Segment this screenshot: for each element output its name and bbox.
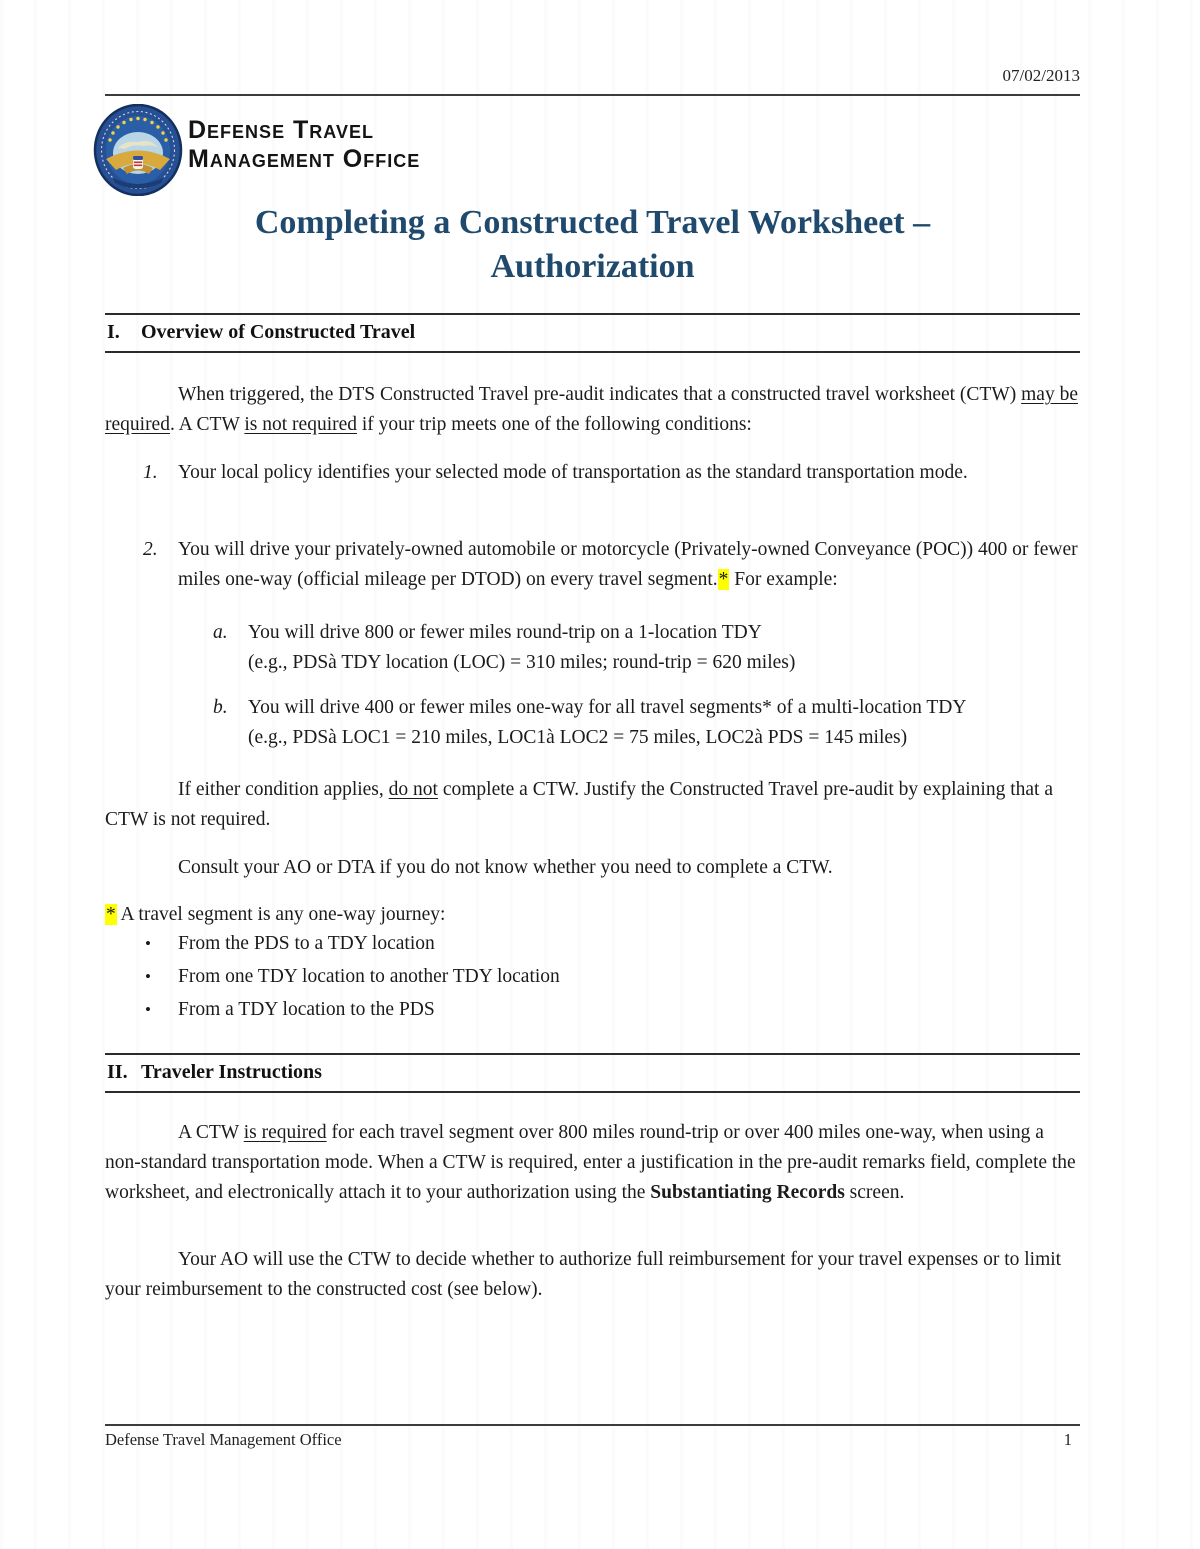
paragraph-segment-note [105, 900, 1080, 930]
paragraph-ctw-required [105, 1118, 1080, 1208]
paragraph-either-condition [105, 775, 1080, 835]
bullet-item [145, 963, 1080, 990]
paragraph-intro [105, 380, 1080, 440]
list-item-text: Your local policy identifies your selected mode of transportation as the standard transportation mode. [178, 462, 968, 483]
header-divider [105, 94, 1080, 96]
bullet-icon: • [145, 1000, 151, 1019]
footer-office-name: Defense Travel Management Office [105, 1430, 342, 1449]
list-item-text [248, 693, 1080, 753]
text-run: complete a CTW. Justify the Constructed Travel pre-audit by explaining that a CTW is not required. [105, 779, 1053, 830]
section-label: Traveler Instructions [141, 1061, 322, 1083]
text-run: if your trip meets one of the following conditions: [357, 414, 752, 435]
page-title-line-2: Authorization [490, 248, 695, 285]
section-number: I. [107, 321, 120, 343]
section-number: II. [107, 1061, 128, 1083]
footer-divider [105, 1424, 1080, 1426]
bullet-item [145, 930, 1080, 957]
section-label: Overview of Constructed Travel [141, 321, 416, 343]
bullet-icon: • [145, 967, 151, 986]
bullet-icon: • [145, 934, 151, 953]
section-heading-overview [105, 313, 1080, 353]
example-line: (e.g., PDSà LOC1 = 210 miles, LOC1à LOC2 = 75 miles, LOC2à PDS = 145 miles) [248, 727, 908, 748]
text-run: When triggered, the DTS Constructed Travel pre-audit indicates that a constructed travel worksheet (CTW) [178, 384, 1022, 405]
text-run: If either condition applies, [178, 779, 389, 800]
text-run: for each travel segment over 800 miles round-trip or over 400 miles one-way, when using a non-standard transportation mode. When a CTW is required, enter a justification in the pre-audit remarks field, complete the worksheet, and electronically attach it to your authorization using the [105, 1122, 1076, 1203]
list-item-text [248, 618, 1080, 678]
text-run: A CTW [178, 1122, 244, 1143]
underlined-text: is required [243, 1122, 327, 1143]
list-item-text [178, 535, 1080, 595]
underlined-text: may be required [105, 384, 1078, 435]
highlighted-asterisk: * [718, 569, 729, 590]
footer-page-number: 1 [1063, 1430, 1072, 1449]
lettered-item-a [213, 618, 1080, 678]
paragraph-consult: Consult your AO or DTA if you do not know whether you need to complete a CTW. [178, 857, 833, 878]
list-marker: a. [213, 622, 228, 643]
brand-line-2: Management Office [188, 145, 421, 173]
paragraph-ao-decision: Your AO will use the CTW to decide whether to authorize full reimbursement for your travel expenses or to limit your reimbursement to the constructed cost (see below). [105, 1249, 1062, 1300]
text-run: You will drive your privately-owned automobile or motorcycle (Privately-owned Conveyance (POC)) 400 or fewer miles one-way (official mileage per DTOD) on every travel segment. [178, 539, 1078, 590]
page-title-line-1: Completing a Constructed Travel Worksheet – [254, 204, 931, 241]
underlined-text: is not required [244, 414, 358, 435]
text-run: screen. [844, 1182, 905, 1203]
dtmo-seal-logo-icon [93, 104, 183, 196]
footer [105, 1430, 1080, 1450]
document-date: 07/02/2013 [1002, 66, 1080, 85]
page-title [105, 201, 1080, 289]
highlighted-asterisk: * [106, 904, 116, 925]
brand-line-1: Defense Travel [188, 116, 374, 144]
bullet-item [145, 996, 1080, 1023]
numbered-item-2 [143, 535, 1080, 595]
example-line: You will drive 400 or fewer miles one-way for all travel segments* of a multi-location TDY [248, 697, 967, 718]
example-line: You will drive 800 or fewer miles round-trip on a 1-location TDY [248, 622, 762, 643]
list-marker: 1. [143, 462, 158, 483]
brand-name [188, 116, 420, 174]
list-marker: b. [213, 697, 228, 718]
text-run: A travel segment is any one-way journey: [116, 904, 446, 925]
bold-text: Substantiating Records [650, 1182, 845, 1203]
bullet-text: From one TDY location to another TDY location [178, 966, 560, 987]
text-run: . A CTW [169, 414, 245, 435]
text-run: For example: [729, 569, 838, 590]
bullet-text: From a TDY location to the PDS [178, 999, 435, 1020]
lettered-item-b [213, 693, 1080, 753]
underlined-text: do not [388, 779, 438, 800]
bullet-text: From the PDS to a TDY location [178, 933, 435, 954]
section-heading-traveler-instructions [105, 1053, 1080, 1093]
list-marker: 2. [143, 539, 158, 560]
example-line: (e.g., PDSà TDY location (LOC) = 310 miles; round-trip = 620 miles) [248, 652, 796, 673]
page-content [105, 0, 1080, 1549]
numbered-item-1 [143, 458, 1080, 488]
